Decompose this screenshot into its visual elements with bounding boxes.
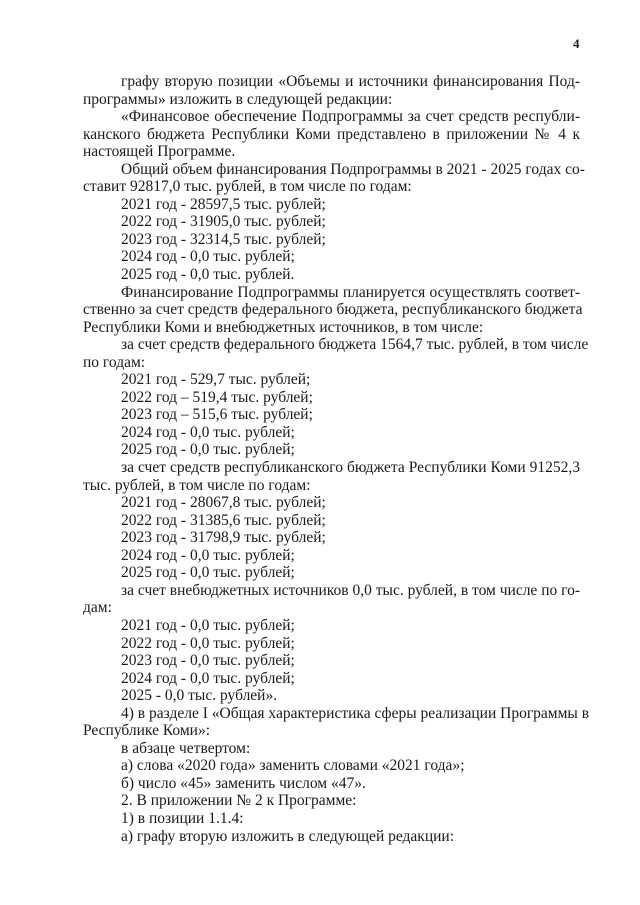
text-line: 2021 год - 529,7 тыс. рублей; bbox=[121, 371, 311, 389]
text-line: 2023 год - 0,0 тыс. рублей; bbox=[121, 652, 295, 670]
text-line: дам: bbox=[83, 599, 112, 617]
document-body bbox=[83, 73, 590, 845]
text-line: 2025 год - 0,0 тыс. рублей; bbox=[121, 564, 295, 582]
text-line: 2021 год - 0,0 тыс. рублей; bbox=[121, 616, 295, 634]
text-line: 2. В приложении № 2 к Программе: bbox=[121, 792, 357, 810]
text-line: 2021 год - 28597,5 тыс. рублей; bbox=[121, 195, 326, 213]
text-line: за счет внебюджетных источников 0,0 тыс. рублей, в том числе по го- bbox=[121, 581, 580, 599]
text-line: 2025 - 0,0 тыс. рублей». bbox=[121, 687, 278, 705]
text-line: Республики Коми и внебюджетных источников, в том числе: bbox=[83, 318, 484, 336]
text-line: 2021 год - 28067,8 тыс. рублей; bbox=[121, 494, 326, 512]
text-line: 2023 год - 32314,5 тыс. рублей; bbox=[121, 230, 326, 248]
text-line: Финансирование Подпрограммы планируется осуществлять соответ- bbox=[121, 283, 580, 301]
text-line: 4) в разделе I «Общая характеристика сферы реализации Программы в bbox=[121, 704, 590, 722]
text-line: 2022 год – 519,4 тыс. рублей; bbox=[121, 388, 313, 406]
text-line: Республике Коми»: bbox=[83, 722, 211, 740]
text-line: ставит 92817,0 тыс. рублей, в том числе по годам: bbox=[83, 178, 412, 196]
text-line: в абзаце четвертом: bbox=[121, 739, 251, 757]
text-line: б) число «45» заменить числом «47». bbox=[121, 774, 366, 792]
text-line: 2023 год - 31798,9 тыс. рублей; bbox=[121, 529, 326, 547]
text-line: тыс. рублей, в том числе по годам: bbox=[83, 476, 311, 494]
text-line: настоящей Программе. bbox=[83, 143, 236, 161]
text-line: за счет средств республиканского бюджета Республики Коми 91252,3 bbox=[121, 459, 580, 477]
text-line: 2024 год - 0,0 тыс. рублей; bbox=[121, 248, 295, 266]
text-line: 2022 год - 31905,0 тыс. рублей; bbox=[121, 213, 326, 231]
text-line: графу вторую позиции «Объемы и источники финансирования Под- bbox=[121, 73, 580, 90]
text-line: по годам: bbox=[83, 353, 146, 371]
text-line: «Финансовое обеспечение Подпрограммы за счет средств республи- bbox=[121, 108, 580, 126]
text-line: Общий объем финансирования Подпрограммы в 2021 - 2025 годах со- bbox=[121, 160, 585, 178]
text-line: 2025 год - 0,0 тыс. рублей. bbox=[121, 266, 295, 284]
text-line: 2024 год - 0,0 тыс. рублей; bbox=[121, 669, 295, 687]
text-line: 1) в позиции 1.1.4: bbox=[121, 809, 244, 827]
text-line: 2022 год - 0,0 тыс. рублей; bbox=[121, 634, 295, 652]
text-line: 2023 год – 515,6 тыс. рублей; bbox=[121, 406, 313, 424]
text-line: 2025 год - 0,0 тыс. рублей; bbox=[121, 441, 295, 459]
text-line: а) слова «2020 года» заменить словами «2021 года»; bbox=[121, 757, 465, 775]
text-line: программы» изложить в следующей редакции: bbox=[83, 90, 393, 108]
text-line: за счет средств федерального бюджета 1564,7 тыс. рублей, в том числе bbox=[121, 336, 589, 354]
text-line: 2024 год - 0,0 тыс. рублей; bbox=[121, 423, 295, 441]
text-line: 2024 год - 0,0 тыс. рублей; bbox=[121, 546, 295, 564]
text-line: ственно за счет средств федерального бюджета, республиканского бюджета bbox=[83, 301, 583, 319]
text-line: а) графу вторую изложить в следующей редакции: bbox=[121, 827, 455, 845]
page-number: 4 bbox=[573, 36, 580, 51]
text-line: канского бюджета Республики Коми представлено в приложении № 4 к bbox=[83, 125, 580, 143]
text-line: 2022 год - 31385,6 тыс. рублей; bbox=[121, 511, 326, 529]
